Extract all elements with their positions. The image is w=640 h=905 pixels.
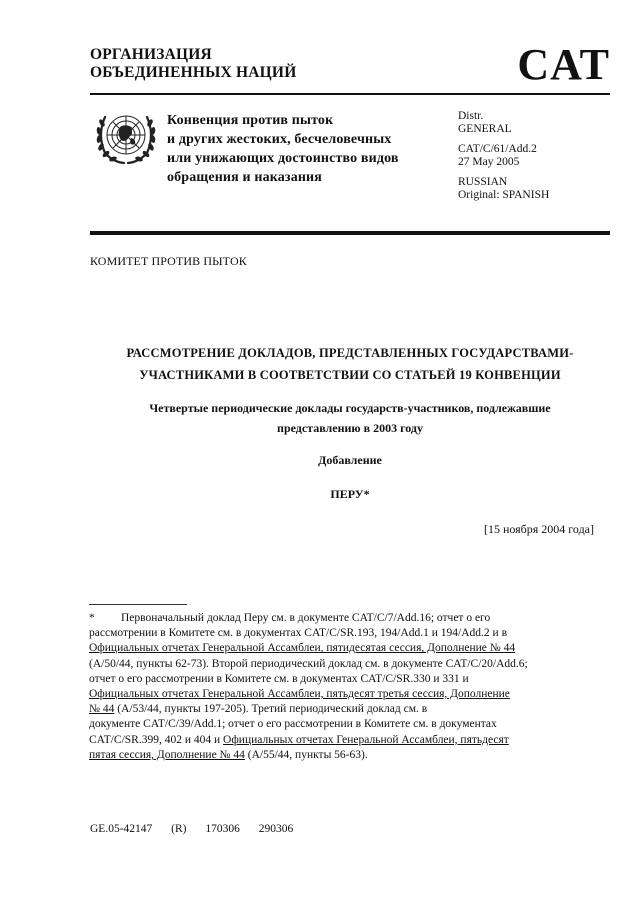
report-date: [15 ноября 2004 года] [483,522,594,536]
footnote-text: (A/50/44, пункты 62-73). Второй периодический доклад см. в документе CAT/C/20/Add.6; [89,657,528,670]
footnote-line [89,641,609,656]
footnote-citation: Официальных отчетах Генеральной Ассамблеи, пятидесятая сессия, Дополнение № 44 [89,642,516,655]
footnote-line [89,717,609,732]
document-title [90,342,610,386]
footnote-line [89,733,609,748]
convention-title [167,111,399,187]
original-language: Original: SPANISH [458,188,550,201]
job-code: GE.05-42147 [90,823,153,835]
convention-title-line: и других жестоких, бесчеловечных [167,132,392,147]
footnote [89,611,609,763]
footnote-text: CAT/C/SR.399, 402 и 404 и [89,733,224,746]
footnote-text: (A/53/44, пункты 197-205). Третий периодический доклад см. в [114,703,428,716]
job-language: (R) [171,823,187,835]
addendum-heading: Добавление [318,453,382,467]
header-top-rule [90,93,610,95]
footnote-text: документе CAT/C/39/Add.1; отчет о его рассмотрении в Комитете см. в документах [89,718,497,731]
organization-name [90,46,296,82]
footnote-text: Первоначальный доклад Перу см. в документе CAT/C/7/Add.16; отчет о его [121,612,491,624]
un-emblem-icon [93,107,159,167]
document-subtitle [90,398,610,438]
distribution-block [458,110,549,209]
footnote-line [89,687,609,702]
footnote-line [89,611,609,626]
footnote-citation: Официальных отчетах Генеральной Ассамблеи, пятьдесят [223,733,509,746]
document-language: RUSSIAN [458,176,508,188]
convention-title-line: обращения и наказания [167,170,322,185]
footnote-separator [89,604,187,605]
organization-name-line-2: ОБЪЕДИНЕННЫХ НАЦИЙ [90,64,297,81]
footnote-citation: № 44 [89,703,115,716]
distribution-label: Distr. [458,110,484,122]
document-symbol: CAT/C/61/Add.2 [458,143,537,155]
job-date-2: 290306 [258,823,294,835]
footnote-line [89,702,609,717]
document-title-line: РАССМОТРЕНИЕ ДОКЛАДОВ, ПРЕДСТАВЛЕННЫХ ГОСУДАРСТВАМИ- [126,346,574,360]
footnote-line [89,748,609,763]
header-bottom-rule [90,231,610,235]
document-date: 27 May 2005 [458,155,520,168]
job-date-1: 170306 [205,823,240,835]
convention-title-line: Конвенция против пыток [167,113,334,128]
document-subtitle-line: представлению в 2003 году [277,421,423,435]
footnote-text: отчет о его рассмотрении в Комитете см. в документах CAT/C/SR.330 и 331 и [89,672,469,685]
document-subtitle-line: Четвертые периодические доклады государств-участников, подлежавшие [149,401,551,415]
job-number [90,823,307,835]
distribution-value: GENERAL [458,122,512,135]
footnote-line [89,672,609,687]
convention-title-line: или унижающих достоинство видов [167,151,399,166]
footnote-text: (A/55/44, пункты 56-63). [244,748,368,761]
footnote-citation: Официальных отчетах Генеральной Ассамблеи, пятьдесят третья сессия, Дополнение [89,688,510,701]
footnote-line [89,657,609,672]
footnote-line [89,626,609,641]
footnote-text: рассмотрении в Комитете см. в документах CAT/C/SR.193, 194/Add.1 и 194/Add.2 и в [89,627,508,640]
country-heading: ПЕРУ* [330,487,370,501]
document-series-symbol: CAT [517,40,610,89]
footnote-marker: * [89,612,95,624]
organization-name-line-1: ОРГАНИЗАЦИЯ [90,46,212,63]
footnote-citation: пятая сессия, Дополнение № 44 [89,748,245,761]
document-title-line: УЧАСТНИКАМИ В СООТВЕТСТВИИ СО СТАТЬЕЙ 19 КОНВЕНЦИИ [139,368,561,382]
committee-name: КОМИТЕТ ПРОТИВ ПЫТОК [90,254,247,268]
